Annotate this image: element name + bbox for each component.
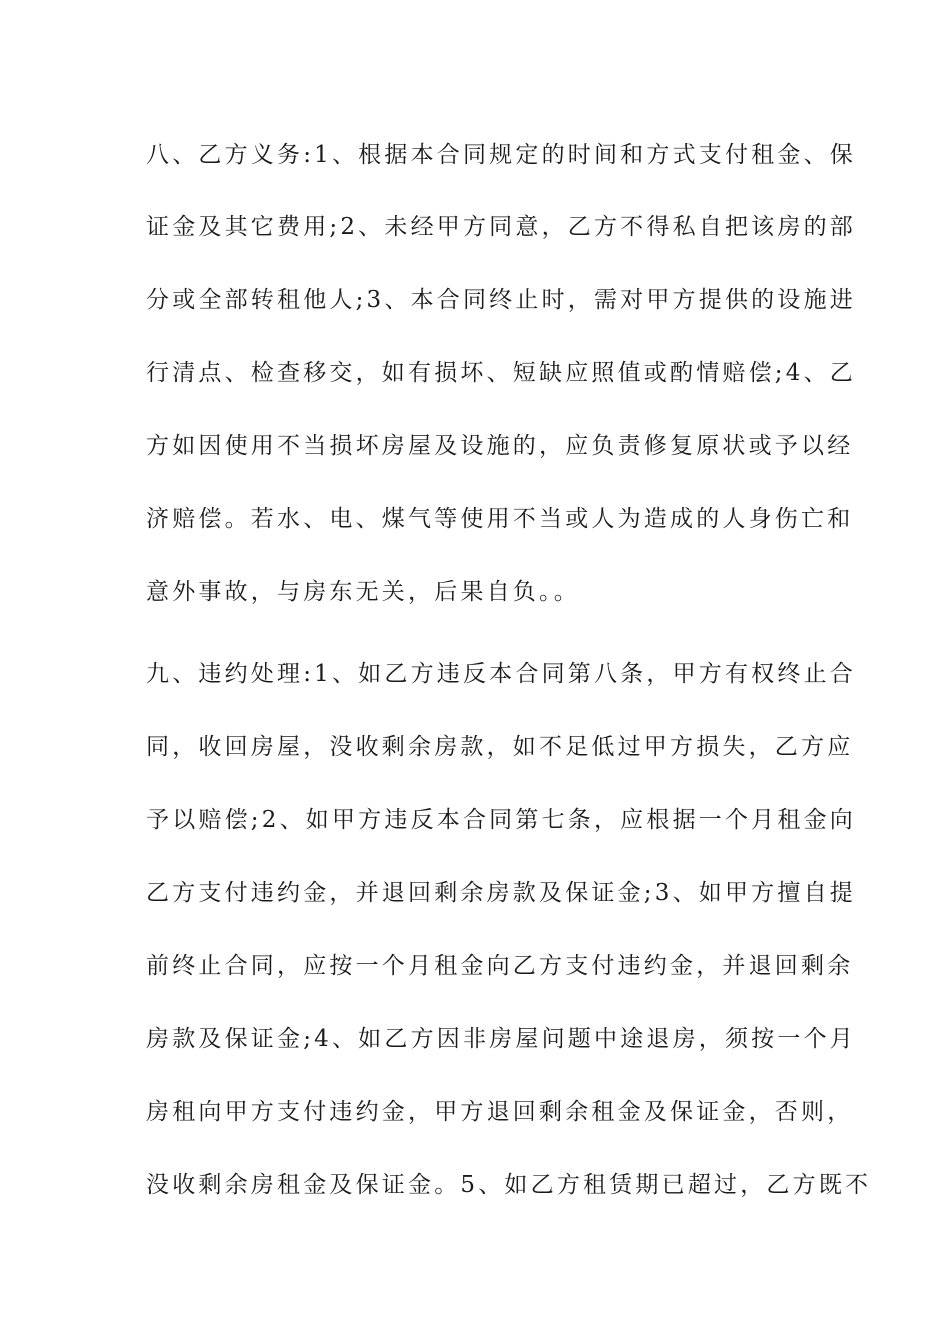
- text-line: 同，收回房屋，没收剩余房款，如不足低过甲方损失，乙方应: [146, 734, 854, 760]
- text-line: 予以赔偿;2、如甲方违反本合同第七条，应根据一个月租金向: [146, 807, 856, 833]
- text-line: 意外事故，与房东无关，后果自负。。: [146, 579, 580, 605]
- text-line: 方如因使用不当损坏房屋及设施的，应负责修复原状或予以经: [146, 433, 854, 459]
- text-line: 房款及保证金;4、如乙方因非房屋问题中途退房，须按一个月: [146, 1026, 856, 1052]
- text-line: 没收剩余房租金及保证金。5、如乙方租赁期已超过，乙方既不: [146, 1172, 872, 1198]
- text-line: 分或全部转租他人;3、本合同终止时，需对甲方提供的设施进: [146, 287, 856, 313]
- text-line: 八、乙方义务:1、根据本合同规定的时间和方式支付租金、保: [146, 142, 856, 168]
- text-line: 房租向甲方支付违约金，甲方退回剩余租金及保证金，否则，: [146, 1099, 854, 1125]
- text-line: 乙方支付违约金，并退回剩余房款及保证金;3、如甲方擅自提: [146, 880, 856, 906]
- text-line: 九、违约处理:1、如乙方违反本合同第八条，甲方有权终止合: [146, 661, 856, 687]
- text-line: 证金及其它费用;2、未经甲方同意，乙方不得私自把该房的部: [146, 214, 856, 240]
- text-line: 行清点、检查移交，如有损坏、短缺应照值或酌情赔偿;4、乙: [146, 360, 856, 386]
- text-line: 济赔偿。若水、电、煤气等使用不当或人为造成的人身伤亡和: [146, 506, 854, 532]
- text-line: 前终止合同，应按一个月租金向乙方支付违约金，并退回剩余: [146, 953, 854, 979]
